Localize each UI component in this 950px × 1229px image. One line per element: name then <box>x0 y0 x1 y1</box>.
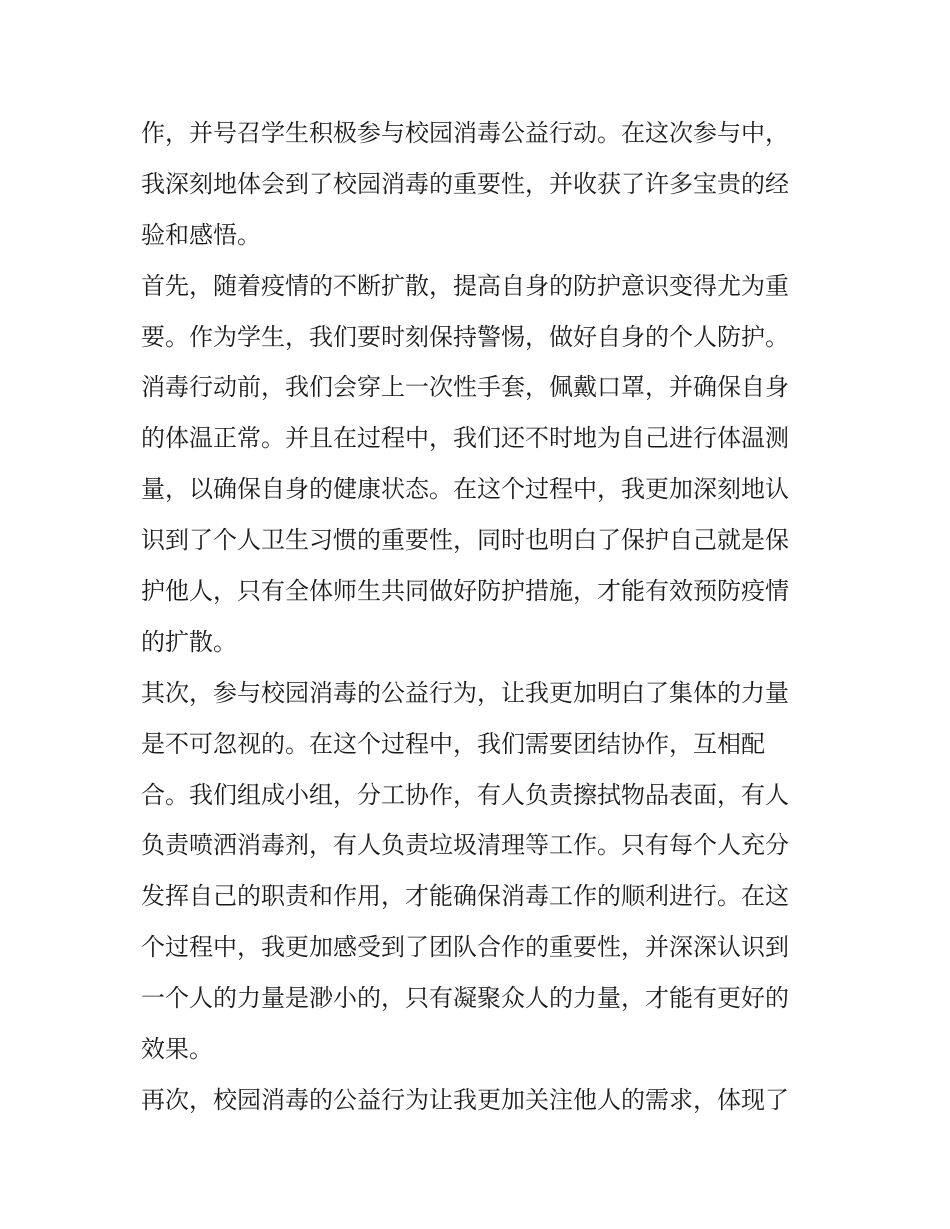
text-line-18: 一个人的力量是渺小的，只有凝聚众人的力量，才能有更好的 <box>141 984 789 1013</box>
text-line-14: 合。我们组成小组，分工协作，有人负责擦拭物品表面，有人 <box>141 780 789 809</box>
text-line-1: 作，并号召学生积极参与校园消毒公益行动。在这次参与中， <box>141 119 789 147</box>
text-line-15: 负责喷洒消毒剂，有人负责垃圾清理等工作。只有每个人充分 <box>141 831 789 860</box>
text-line-7: 的体温正常。并且在过程中，我们还不时地为自己进行体温测 <box>141 424 789 453</box>
text-line-8: 量，以确保自身的健康状态。在这个过程中，我更加深刻地认 <box>141 475 789 504</box>
text-line-12: 其次，参与校园消毒的公益行为，让我更加明白了集体的力量 <box>141 678 789 707</box>
text-line-2: 我深刻地体会到了校园消毒的重要性，并收获了许多宝贵的经 <box>141 169 789 198</box>
text-line-6: 消毒行动前，我们会穿上一次性手套，佩戴口罩，并确保自身 <box>141 373 789 402</box>
document-body <box>141 108 813 1126</box>
text-line-10: 护他人，只有全体师生共同做好防护措施，才能有效预防疫情 <box>141 577 789 606</box>
text-line-3: 验和感悟。 <box>141 220 261 249</box>
text-line-13: 是不可忽视的。在这个过程中，我们需要团结协作，互相配 <box>141 729 765 758</box>
text-line-16: 发挥自己的职责和作用，才能确保消毒工作的顺利进行。在这 <box>141 882 789 911</box>
text-line-4: 首先，随着疫情的不断扩散，提高自身的防护意识变得尤为重 <box>141 271 789 300</box>
text-line-9: 识到了个人卫生习惯的重要性，同时也明白了保护自己就是保 <box>141 526 789 555</box>
text-line-19: 效果。 <box>141 1035 213 1064</box>
text-line-5: 要。作为学生，我们要时刻保持警惕，做好自身的个人防护。 <box>141 322 789 351</box>
text-line-11: 的扩散。 <box>141 627 237 656</box>
text-line-17: 个过程中，我更加感受到了团队合作的重要性，并深深认识到 <box>141 933 789 962</box>
text-line-20: 再次，校园消毒的公益行为让我更加关注他人的需求，体现了 <box>141 1085 789 1114</box>
